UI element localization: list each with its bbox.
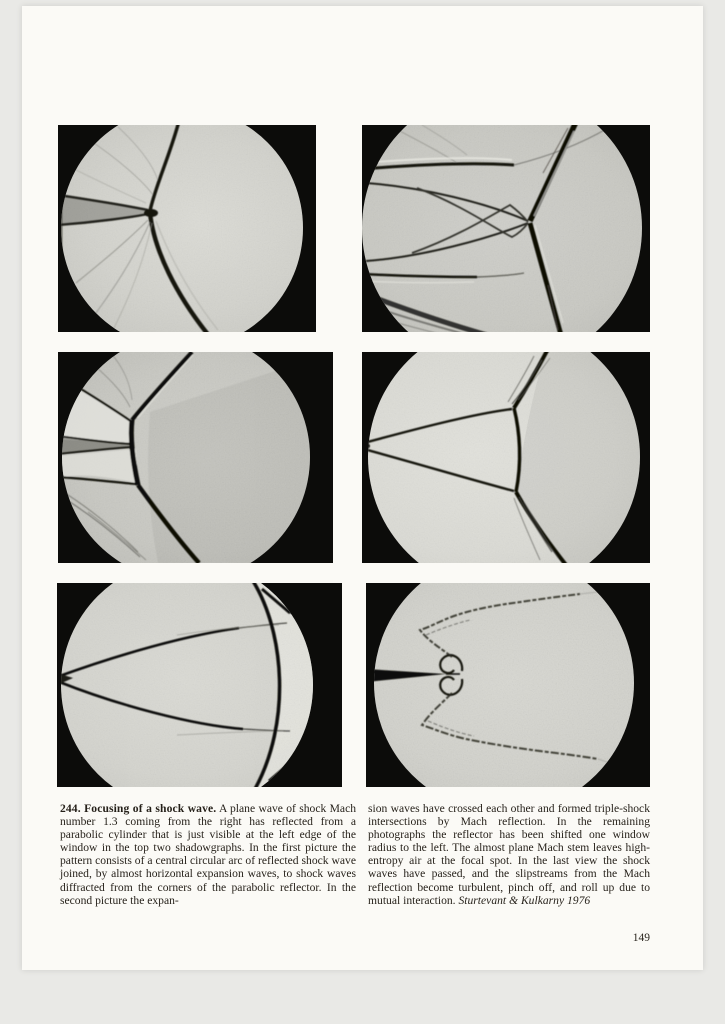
- shadowgraph-3: [58, 352, 333, 563]
- shadowgraph-1-image: [58, 125, 316, 332]
- optical-window: [362, 352, 650, 563]
- page-number: 149: [632, 932, 650, 944]
- caption-right-text: sion waves have crossed each other and formed triple-shock intersections by Mach reflection. In the remaining photographs the reflector has been shifted one window radius to the left. The almost plane Mach stem leaves high-entropy air at the focal spot. In the last view the shock waves have passed, and the slipstreams from the Mach reflection become turbulent, pinch off, and roll up due to mutual interaction.: [368, 802, 650, 907]
- shadowgraph-4-image: [362, 352, 650, 563]
- optical-window: [58, 125, 316, 332]
- shadowgraph-4: [362, 352, 650, 563]
- shadowgraph-2: [362, 125, 650, 332]
- optical-window: [362, 125, 650, 332]
- optical-window: [366, 583, 650, 787]
- caption-heading: 244. Focusing of a shock wave.: [60, 802, 217, 815]
- shadowgraph-5: [57, 583, 342, 787]
- shadowgraph-3-image: [58, 352, 333, 563]
- shadowgraph-1: [58, 125, 316, 332]
- caption-left-paragraph: [60, 802, 356, 907]
- caption-left-column: [60, 802, 356, 907]
- shadowgraph-6-image: [366, 583, 650, 787]
- caption-right-paragraph: [368, 802, 650, 907]
- caption-right-column: [368, 802, 650, 907]
- shadowgraph-6: [366, 583, 650, 787]
- book-page: [22, 6, 703, 970]
- shadowgraph-2-image: [362, 125, 650, 332]
- shadowgraph-5-image: [57, 583, 342, 787]
- caption-left-text: A plane wave of shock Mach number 1.3 coming from the right has reflected from a parabolic cylinder that is just visible at the left edge of the window in the top two shadowgraphs. In the first picture the pattern consists of a central circular arc of reflected shock wave joined, by almost horizontal expansion waves, to shock waves diffracted from the corners of the parabolic reflector. In the second picture the expan-: [60, 802, 357, 907]
- caption-citation: Sturtevant & Kulkarny 1976: [458, 893, 591, 907]
